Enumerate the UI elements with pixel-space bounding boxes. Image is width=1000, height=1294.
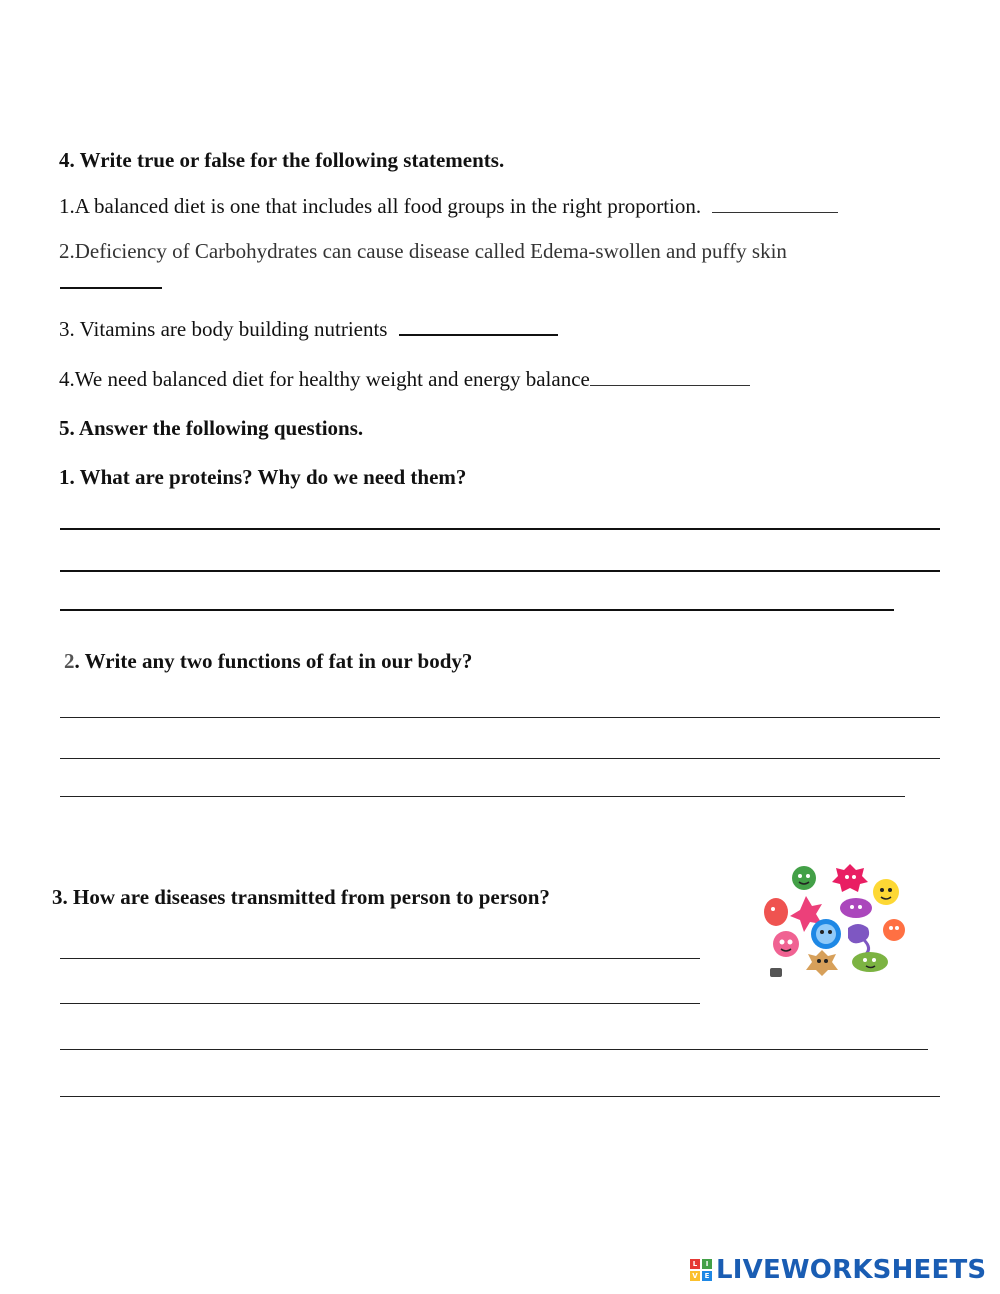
- germ-icon: [811, 919, 841, 949]
- question-3: 3. How are diseases transmitted from person to person?: [52, 885, 550, 909]
- answer-line-q1-2[interactable]: [60, 570, 940, 572]
- question-2-number: 2: [64, 649, 75, 673]
- germ-icon: [873, 879, 899, 905]
- statement-1-text: 1.A balanced diet is one that includes all food groups in the right proportion.: [59, 194, 702, 218]
- statement-1: [59, 193, 838, 219]
- answer-blank-2[interactable]: [60, 287, 162, 289]
- germ-icon: [773, 931, 799, 957]
- answer-line-q1-1[interactable]: [60, 528, 940, 530]
- answer-blank-1[interactable]: [712, 194, 838, 213]
- live-badge-icon: [690, 1259, 712, 1281]
- germ-icon: [840, 898, 872, 918]
- question-2-text: . Write any two functions of fat in our body?: [74, 649, 473, 673]
- image-corner-icon: [770, 968, 782, 977]
- answer-blank-4[interactable]: [590, 367, 750, 386]
- badge-letter: L: [690, 1259, 700, 1269]
- answer-line-q2-1[interactable]: [60, 717, 940, 718]
- answer-line-q2-3[interactable]: [60, 796, 905, 797]
- section-5-heading: 5. Answer the following questions.: [59, 416, 364, 440]
- statement-3-text: 3. Vitamins are body building nutrients: [59, 317, 388, 341]
- answer-line-q1-3[interactable]: [60, 609, 894, 611]
- germ-icon: [764, 898, 788, 926]
- answer-line-q2-2[interactable]: [60, 758, 940, 759]
- germ-icon: [832, 864, 868, 892]
- answer-blank-3[interactable]: [399, 316, 558, 336]
- germ-icon: [792, 866, 816, 890]
- logo-text: LIVEWORKSHEETS: [716, 1255, 987, 1285]
- statement-4: [59, 366, 750, 392]
- question-1: 1. What are proteins? Why do we need them?: [59, 465, 467, 489]
- badge-letter: V: [690, 1271, 700, 1281]
- section-4-heading: 4. Write true or false for the following statements.: [59, 148, 505, 172]
- germs-illustration: [764, 862, 908, 977]
- germ-icon: [883, 919, 905, 941]
- badge-letter: E: [702, 1271, 712, 1281]
- answer-line-q3-4[interactable]: [60, 1096, 940, 1097]
- liveworksheets-logo: [690, 1254, 986, 1286]
- statement-4-text: 4.We need balanced diet for healthy weight and energy balance: [59, 367, 590, 391]
- statement-2-text: 2.Deficiency of Carbohydrates can cause disease called Edema-swollen and puffy skin: [59, 239, 787, 263]
- answer-line-q3-1[interactable]: [60, 958, 700, 959]
- question-2: [64, 648, 472, 674]
- answer-line-q3-3[interactable]: [60, 1049, 928, 1050]
- badge-letter: I: [702, 1259, 712, 1269]
- germ-icon: [848, 924, 869, 954]
- germ-icon: [852, 952, 888, 972]
- statement-3: [59, 316, 558, 342]
- germ-icon: [806, 950, 838, 976]
- answer-line-q3-2[interactable]: [60, 1003, 700, 1004]
